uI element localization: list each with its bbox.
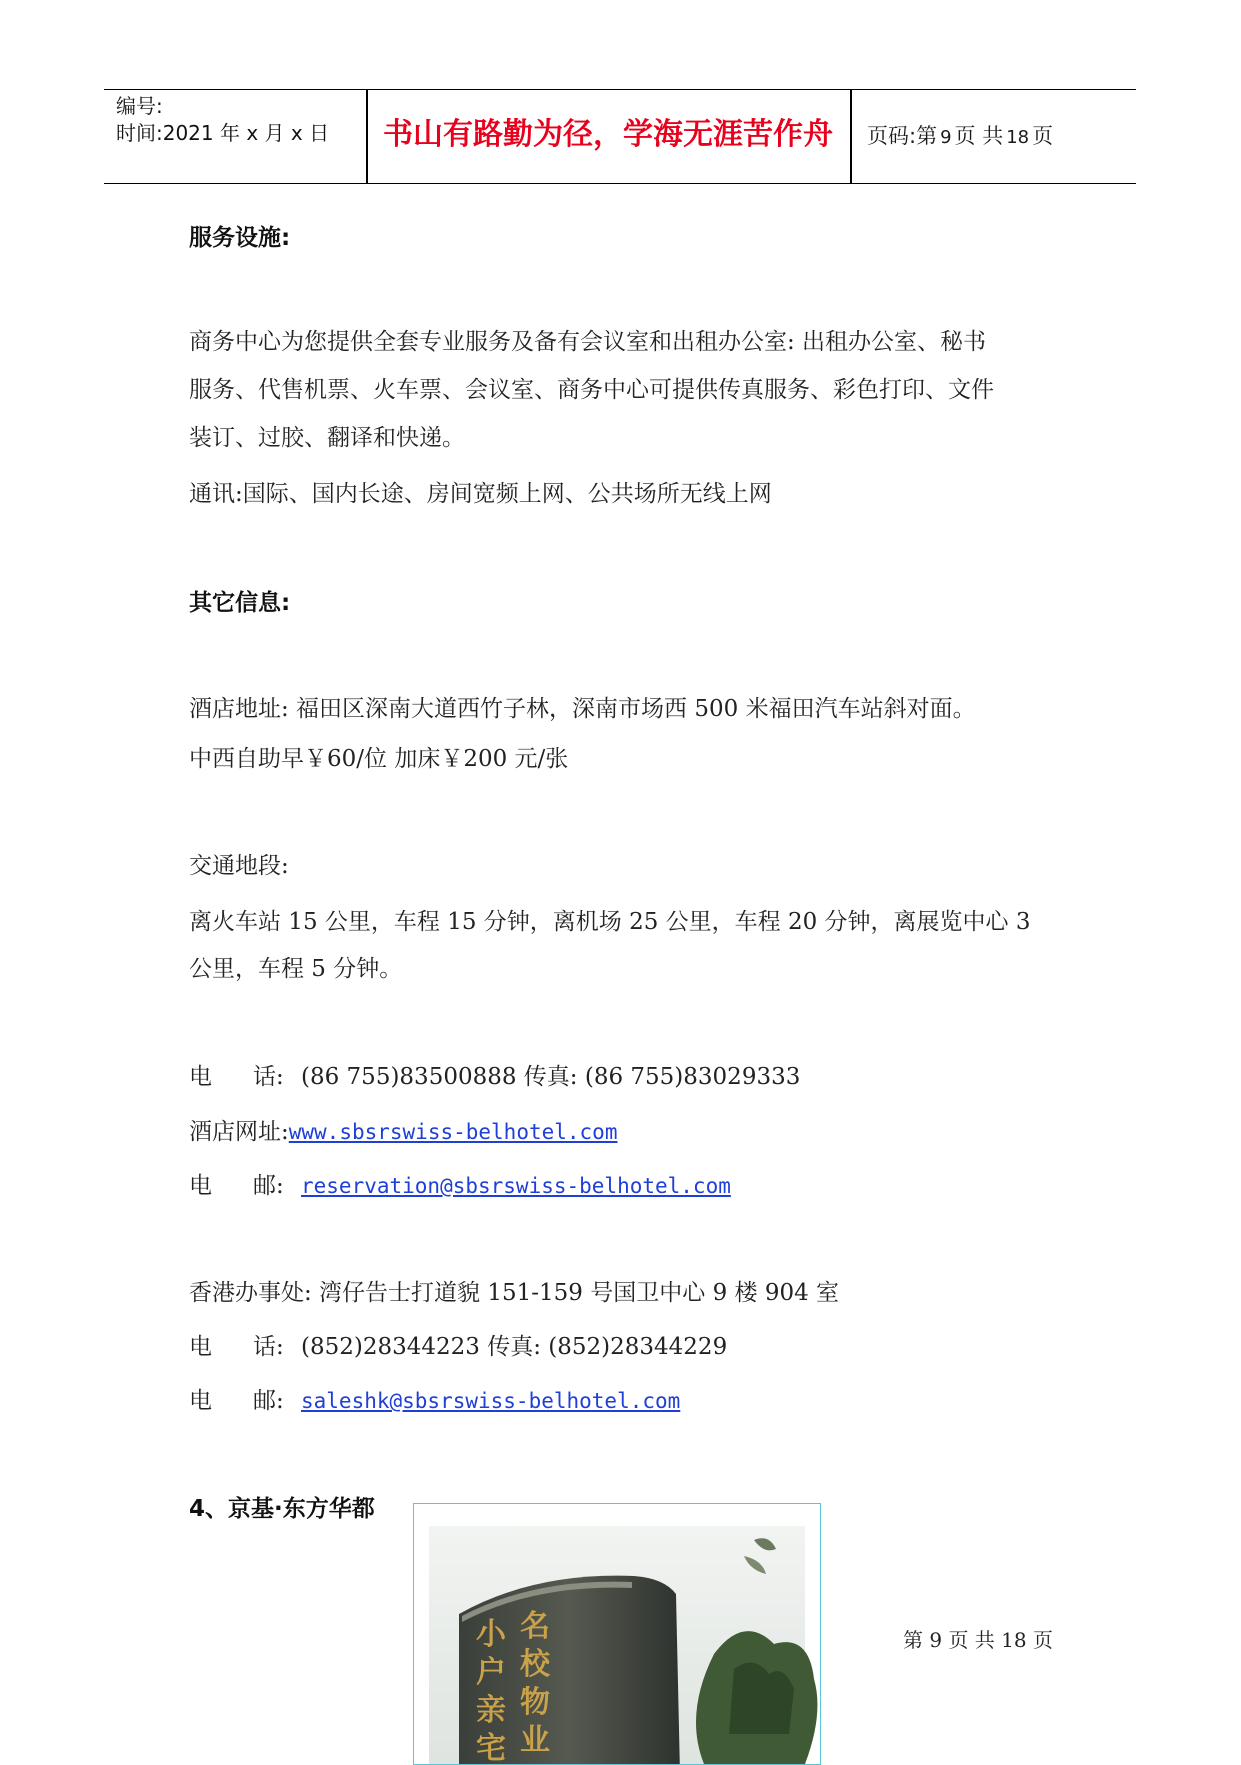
traffic-heading: 交通地段:: [189, 853, 289, 879]
hk-office-address: 香港办事处: 湾仔告士打道貌 151-159 号国卫中心 9 楼 904 室: [189, 1280, 840, 1306]
hotel-photo: [413, 1503, 821, 1765]
date-label: 时间:2021 年 x 月 x 日: [116, 121, 330, 145]
traffic-line: 离火车站 15 公里，车程 15 分钟，离机场 25 公里，车程 20 分钟，离展览中心 3: [189, 909, 1031, 935]
hotel-phone-value: (86 755)83500888 传真: (86 755)83029333: [301, 1064, 801, 1090]
hotel-phone-row: [189, 1061, 800, 1093]
hotel-email-row: [189, 1170, 731, 1202]
hotel-website-row: [189, 1116, 617, 1148]
page-current: 9: [940, 127, 952, 148]
page-total: 18: [1006, 127, 1030, 148]
header-divider: [850, 90, 852, 183]
hk-phone-value: (852)28344223 传真: (852)28344229: [301, 1334, 728, 1360]
other-info-heading: 其它信息:: [189, 590, 291, 616]
services-line: 服务、代售机票、火车票、会议室、商务中心可提供传真服务、彩色打印、文件: [189, 377, 994, 403]
photo-sign-text: 小 名户 校亲 物宅 业: [476, 1609, 550, 1764]
breakfast-price: 中西自助早￥60/位 加床￥200 元/张: [189, 746, 569, 772]
page-footer: 第 9 页 共 18 页: [903, 1628, 1053, 1652]
hotel-email-link[interactable]: reservation@sbsrswiss-belhotel.com: [301, 1174, 731, 1198]
hk-phone-row: [189, 1331, 727, 1363]
hk-email-row: [189, 1385, 680, 1417]
services-line: 商务中心为您提供全套专业服务及备有会议室和出租办公室: 出租办公室、秘书: [189, 329, 987, 355]
phone-label-a: 电: [189, 1064, 212, 1090]
hotel-4-heading: 4、京基·东方华都: [189, 1496, 375, 1522]
email-label-b: 邮:: [253, 1173, 284, 1199]
communications-line: 通讯:国际、国内长途、房间宽频上网、公共场所无线上网: [189, 481, 772, 507]
serial-label: 编号:: [116, 94, 163, 118]
hk-email-link[interactable]: saleshk@sbsrswiss-belhotel.com: [301, 1389, 681, 1413]
website-label: 酒店网址:: [189, 1119, 289, 1145]
hotel-website-link[interactable]: www.sbsrswiss-belhotel.com: [288, 1120, 618, 1144]
header-page-number: [867, 123, 1053, 151]
hk-phone-label-b: 话:: [253, 1334, 284, 1360]
hotel-photo-image: [414, 1504, 820, 1764]
page-suffix: 页: [1032, 124, 1054, 148]
email-label-a: 电: [189, 1173, 212, 1199]
hk-email-label-b: 邮:: [253, 1388, 284, 1414]
page-header: [104, 89, 1136, 184]
page-mid: 页 共: [954, 124, 1004, 148]
services-line: 装订、过胶、翻译和快递。: [189, 425, 465, 451]
hotel-address: 酒店地址: 福田区深南大道西竹子林，深南市场西 500 米福田汽车站斜对面。: [189, 696, 976, 722]
hk-phone-label-a: 电: [189, 1334, 212, 1360]
hk-email-label-a: 电: [189, 1388, 212, 1414]
phone-label-b: 话:: [253, 1064, 284, 1090]
traffic-line: 公里，车程 5 分钟。: [189, 956, 403, 982]
page-prefix: 页码:第: [867, 124, 938, 148]
services-heading: 服务设施:: [189, 225, 291, 251]
header-motto: 书山有路勤为径，学海无涯苦作舟: [383, 117, 833, 152]
